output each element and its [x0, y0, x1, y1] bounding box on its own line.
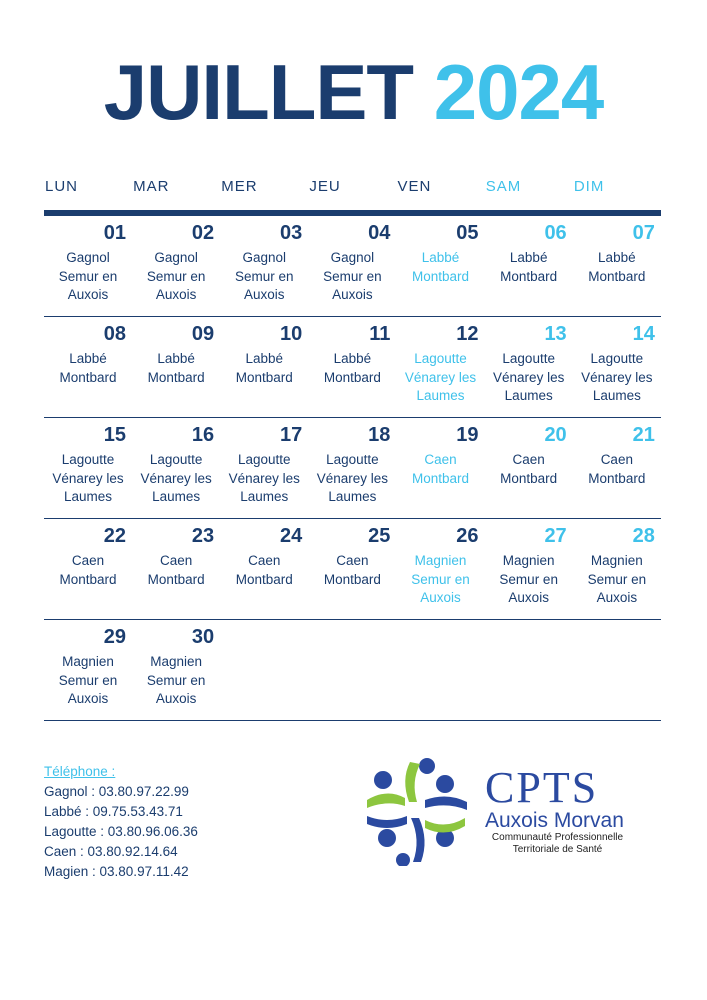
- calendar-day-cell: [397, 216, 485, 316]
- page-title: [0, 48, 707, 136]
- logo-name: CPTS: [485, 763, 599, 812]
- weekday-ven: VEN: [397, 178, 432, 195]
- calendar-day-cell: [132, 216, 220, 316]
- on-call-info: [132, 350, 220, 387]
- location-line: Montbard: [500, 268, 558, 284]
- day-number: 01: [103, 222, 126, 244]
- on-call-info: [573, 451, 661, 488]
- calendar-week-row: [44, 519, 661, 620]
- doctor-name: Caen: [159, 553, 193, 568]
- doctor-name: Caen: [248, 553, 281, 568]
- calendar-day-cell: [44, 418, 132, 518]
- day-number: 17: [280, 424, 303, 446]
- on-call-info: [485, 451, 573, 488]
- day-number: 07: [632, 222, 655, 244]
- doctor-name: Labbé: [421, 250, 460, 265]
- doctor-name: Gagnol: [330, 250, 375, 265]
- day-number: 27: [544, 525, 567, 547]
- doctor-name: Labbé: [598, 250, 636, 265]
- on-call-info: [220, 451, 308, 507]
- location-line: Auxois: [508, 590, 549, 605]
- on-call-info: [308, 552, 396, 589]
- calendar-day-cell: [220, 418, 308, 518]
- doctor-name: Lagoutte: [61, 452, 115, 467]
- location-line: Vénarey les: [493, 369, 565, 385]
- location-line: Laumes: [63, 489, 113, 504]
- day-number: 04: [368, 222, 391, 244]
- doctor-name: Caen: [424, 452, 457, 467]
- phone-label: Téléphone :: [44, 764, 116, 779]
- location-line: Montbard: [588, 470, 646, 486]
- location-line: Semur en: [58, 672, 118, 688]
- on-call-info: [397, 249, 485, 286]
- on-call-info: [44, 350, 132, 387]
- day-number: 03: [280, 222, 303, 244]
- on-call-info: [132, 249, 220, 305]
- calendar-day-cell: [220, 317, 308, 417]
- location-line: Laumes: [240, 489, 289, 504]
- calendar-day-cell: [573, 317, 661, 417]
- location-line: Vénarey les: [140, 470, 212, 486]
- location-line: Auxois: [155, 287, 197, 302]
- day-number: 02: [191, 222, 215, 244]
- location-line: Vénarey les: [52, 470, 124, 486]
- phone-entry: Labbé : 09.75.53.43.71: [44, 804, 183, 819]
- doctor-name: Magnien: [414, 553, 467, 568]
- calendar-day-cell: [573, 418, 661, 518]
- on-call-info: [308, 249, 396, 305]
- on-call-info: [485, 552, 573, 608]
- location-line: Montbard: [500, 470, 558, 486]
- calendar-day-cell: [397, 317, 485, 417]
- day-number: 06: [544, 222, 567, 244]
- title-year: 2024: [433, 48, 604, 136]
- doctor-name: Gagnol: [66, 250, 110, 265]
- calendar-day-cell: [397, 519, 485, 619]
- on-call-info: [308, 350, 396, 387]
- day-number: 22: [103, 525, 126, 547]
- day-number: 26: [456, 525, 479, 547]
- calendar-day-cell: [132, 418, 220, 518]
- logo-subtitle: [485, 832, 630, 856]
- calendar-day-cell: [308, 216, 396, 316]
- day-number: 15: [103, 424, 126, 446]
- weekday-jeu: JEU: [309, 178, 341, 195]
- doctor-name: Labbé: [333, 351, 372, 366]
- calendar-week-row: [44, 620, 661, 721]
- calendar-day-cell: [485, 317, 573, 417]
- doctor-name: Labbé: [157, 351, 195, 366]
- doctor-name: Labbé: [509, 250, 548, 265]
- calendar-day-cell: [397, 418, 485, 518]
- calendar-day-cell: [485, 418, 573, 518]
- day-number: 18: [368, 424, 391, 446]
- on-call-info: [132, 451, 220, 507]
- location-line: Semur en: [235, 268, 294, 284]
- location-line: Auxois: [244, 287, 285, 302]
- doctor-name: Magnien: [62, 654, 114, 669]
- location-line: Montbard: [235, 369, 293, 385]
- doctor-name: Gagnol: [242, 250, 287, 265]
- doctor-name: Caen: [600, 452, 633, 467]
- on-call-info: [573, 552, 661, 608]
- calendar-week-row: [44, 317, 661, 418]
- location-line: Semur en: [499, 571, 558, 587]
- location-line: Auxois: [596, 590, 638, 605]
- location-line: Vénarey les: [581, 369, 653, 385]
- weekday-sam: SAM: [485, 178, 522, 195]
- day-number: 21: [632, 424, 655, 446]
- doctor-name: Magnien: [590, 553, 643, 568]
- on-call-info: [397, 552, 485, 608]
- location-line: Semur en: [587, 571, 647, 587]
- location-line: Montbard: [323, 571, 381, 587]
- on-call-info: [397, 350, 485, 406]
- day-number: 16: [191, 424, 215, 446]
- location-line: Semur en: [58, 268, 118, 284]
- calendar-day-cell: [308, 317, 396, 417]
- day-number: 24: [280, 525, 303, 547]
- on-call-info: [397, 451, 485, 488]
- location-line: Montbard: [59, 571, 117, 587]
- on-call-info: [485, 249, 573, 286]
- calendar-day-cell: [308, 519, 396, 619]
- location-line: Laumes: [416, 388, 465, 403]
- day-number: 09: [191, 323, 215, 345]
- on-call-info: [220, 350, 308, 387]
- on-call-info: [44, 653, 132, 709]
- location-line: Montbard: [235, 571, 293, 587]
- location-line: Montbard: [147, 571, 205, 587]
- doctor-name: Magnien: [150, 654, 203, 669]
- location-line: Auxois: [420, 590, 461, 605]
- doctor-name: Magnien: [502, 553, 555, 568]
- doctor-name: Caen: [512, 452, 545, 467]
- calendar-day-cell: [485, 216, 573, 316]
- calendar-day-cell: [573, 519, 661, 619]
- location-line: Semur en: [411, 571, 470, 587]
- location-line: Auxois: [67, 691, 109, 706]
- day-number: 10: [280, 323, 303, 345]
- day-number: 05: [456, 222, 479, 244]
- location-line: Semur en: [323, 268, 382, 284]
- phone-entry: Magien : 03.80.97.11.42: [44, 864, 189, 879]
- doctor-name: Caen: [336, 553, 369, 568]
- on-call-info: [44, 249, 132, 305]
- day-number: 30: [191, 626, 215, 648]
- day-number: 28: [632, 525, 655, 547]
- logo-subtitle-line1: Communauté Professionnelle: [491, 832, 624, 843]
- calendar-week-row: [44, 418, 661, 519]
- on-call-info: [220, 249, 308, 305]
- calendar-day-cell: [132, 620, 220, 720]
- doctor-name: Lagoutte: [237, 452, 291, 467]
- location-line: Auxois: [155, 691, 197, 706]
- doctor-name: Lagoutte: [149, 452, 203, 467]
- calendar-day-cell: [132, 519, 220, 619]
- calendar-day-cell: [308, 418, 396, 518]
- on-call-info: [220, 552, 308, 589]
- calendar-day-cell: [485, 519, 573, 619]
- doctor-name: Lagoutte: [414, 351, 467, 366]
- location-line: Laumes: [504, 388, 553, 403]
- on-call-info: [573, 350, 661, 406]
- doctor-name: Caen: [71, 553, 105, 568]
- doctor-name: Gagnol: [154, 250, 198, 265]
- location-line: Semur en: [146, 672, 206, 688]
- location-line: Vénarey les: [228, 470, 300, 486]
- on-call-info: [308, 451, 396, 507]
- calendar-day-cell: [132, 317, 220, 417]
- phone-entry: Caen : 03.80.92.14.64: [44, 844, 178, 859]
- location-line: Montbard: [147, 369, 205, 385]
- day-number: 25: [368, 525, 391, 547]
- title-month: JUILLET: [103, 48, 414, 136]
- location-line: Vénarey les: [316, 470, 389, 486]
- doctor-name: Labbé: [245, 351, 284, 366]
- calendar-day-cell: [44, 216, 132, 316]
- calendar-day-cell: [573, 216, 661, 316]
- weekday-dim: DIM: [573, 178, 605, 195]
- calendar-day-cell: [44, 620, 132, 720]
- on-call-info: [132, 552, 220, 589]
- day-number: 20: [544, 424, 567, 446]
- weekday-mar: MAR: [133, 178, 170, 195]
- phone-list: [44, 762, 198, 882]
- calendar-grid: [44, 216, 661, 721]
- phone-entry: Gagnol : 03.80.97.22.99: [44, 784, 189, 799]
- day-number: 11: [369, 323, 391, 345]
- location-line: Montbard: [59, 369, 117, 385]
- day-number: 12: [456, 323, 479, 345]
- day-number: 19: [456, 424, 479, 446]
- doctor-name: Labbé: [69, 351, 107, 366]
- day-number: 23: [191, 525, 215, 547]
- logo-region: Auxois Morvan: [485, 809, 624, 832]
- calendar-week-row: [44, 216, 661, 317]
- calendar-day-cell: [220, 216, 308, 316]
- day-number: 14: [632, 323, 655, 345]
- logo-subtitle-line2: Territoriale de Santé: [512, 844, 603, 855]
- location-line: Montbard: [412, 470, 470, 486]
- cpts-logo: [365, 758, 645, 868]
- day-number: 08: [103, 323, 126, 345]
- location-line: Laumes: [592, 388, 641, 403]
- location-line: Laumes: [152, 489, 201, 504]
- on-call-info: [44, 451, 132, 507]
- calendar-day-cell: [220, 519, 308, 619]
- on-call-info: [485, 350, 573, 406]
- location-line: Montbard: [588, 268, 646, 284]
- calendar-day-cell: [44, 317, 132, 417]
- on-call-info: [44, 552, 132, 589]
- day-number: 13: [544, 323, 567, 345]
- location-line: Laumes: [328, 489, 377, 504]
- location-line: Montbard: [323, 369, 381, 385]
- location-line: Vénarey les: [404, 369, 477, 385]
- weekday-mer: MER: [221, 178, 258, 195]
- on-call-info: [573, 249, 661, 286]
- location-line: Auxois: [332, 287, 373, 302]
- location-line: Auxois: [67, 287, 109, 302]
- doctor-name: Lagoutte: [590, 351, 644, 366]
- location-line: Montbard: [412, 268, 470, 284]
- weekday-lun: LUN: [45, 178, 79, 195]
- doctor-name: Lagoutte: [326, 452, 379, 467]
- on-call-info: [132, 653, 220, 709]
- calendar-day-cell: [44, 519, 132, 619]
- doctor-name: Lagoutte: [502, 351, 555, 366]
- phone-entry: Lagoutte : 03.80.96.06.36: [44, 824, 198, 839]
- weekday-header: [44, 178, 661, 198]
- cpts-cross-icon: [365, 758, 470, 866]
- day-number: 29: [103, 626, 126, 648]
- location-line: Semur en: [146, 268, 206, 284]
